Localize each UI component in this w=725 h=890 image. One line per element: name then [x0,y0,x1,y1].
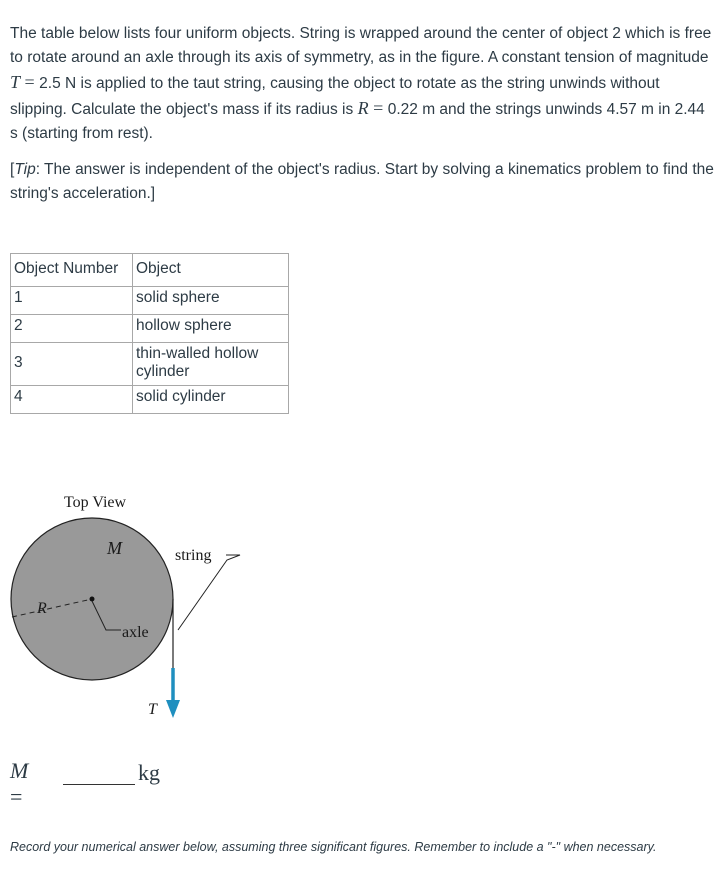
equals-sign: = [20,72,40,92]
object-name: thin-walled hollow cylinder [133,343,289,386]
object-name: solid cylinder [133,386,289,414]
table-header-object: Object [133,254,289,287]
radius-value: 0.22 m [387,101,436,118]
answer-unit: kg [138,760,160,785]
answer-lhs: M = [10,758,29,809]
string-leader-line [178,555,240,630]
mass-label: M [107,538,122,558]
equals-sign: = [368,98,388,118]
record-note: Record your numerical answer below, assuming three significant figures. Remember to include a "-" when necessary. [10,840,657,854]
table-row [11,386,289,414]
top-view-figure [0,480,300,730]
table-header-number: Object Number [11,254,133,287]
string-label: string [175,547,212,564]
tension-arrow-head [166,700,180,718]
object-name: solid sphere [133,287,289,315]
radius-label: R [37,600,47,617]
object-number: 1 [11,287,133,315]
table-row [11,315,289,343]
object-number: 3 [11,343,133,386]
tension-symbol: T [10,72,21,92]
problem-text-1: The table below lists four uniform objects. String is wrapped around the center of object 2 which is free to rotate around an axle through its axis of symmetry, as in the figure. A constant tension of magnitude [10,25,712,66]
axle-label: axle [122,624,149,641]
figure-svg [0,480,300,730]
object-number: 2 [11,315,133,343]
tension-value: 2.5 N [39,75,77,92]
table-row [11,287,289,315]
tip [10,158,715,206]
radius-symbol: R [357,98,369,118]
problem-text-3: and the strings unwinds 4.57 m in 2.44 s (starting from rest). [10,101,705,142]
tension-label: T [148,701,157,718]
objects-table [10,253,289,414]
table-row [11,343,289,386]
tip-label: Tip [14,161,36,178]
problem-text-2: is applied to the taut string, causing the object to rotate as the string unwinds without slipping. Calculate the object's mass if its radius is [10,75,660,118]
object-name: hollow sphere [133,315,289,343]
tip-text: : The answer is independent of the object's radius. Start by solving a kinematics problem to find the string's acceleration.] [10,161,714,202]
answer-blank[interactable] [63,784,135,785]
tip-bracket: [ [10,161,15,178]
figure-title: Top View [64,494,127,511]
object-number: 4 [11,386,133,414]
axle-point [90,597,95,602]
problem-statement [10,22,715,146]
table-header-row [11,254,289,287]
